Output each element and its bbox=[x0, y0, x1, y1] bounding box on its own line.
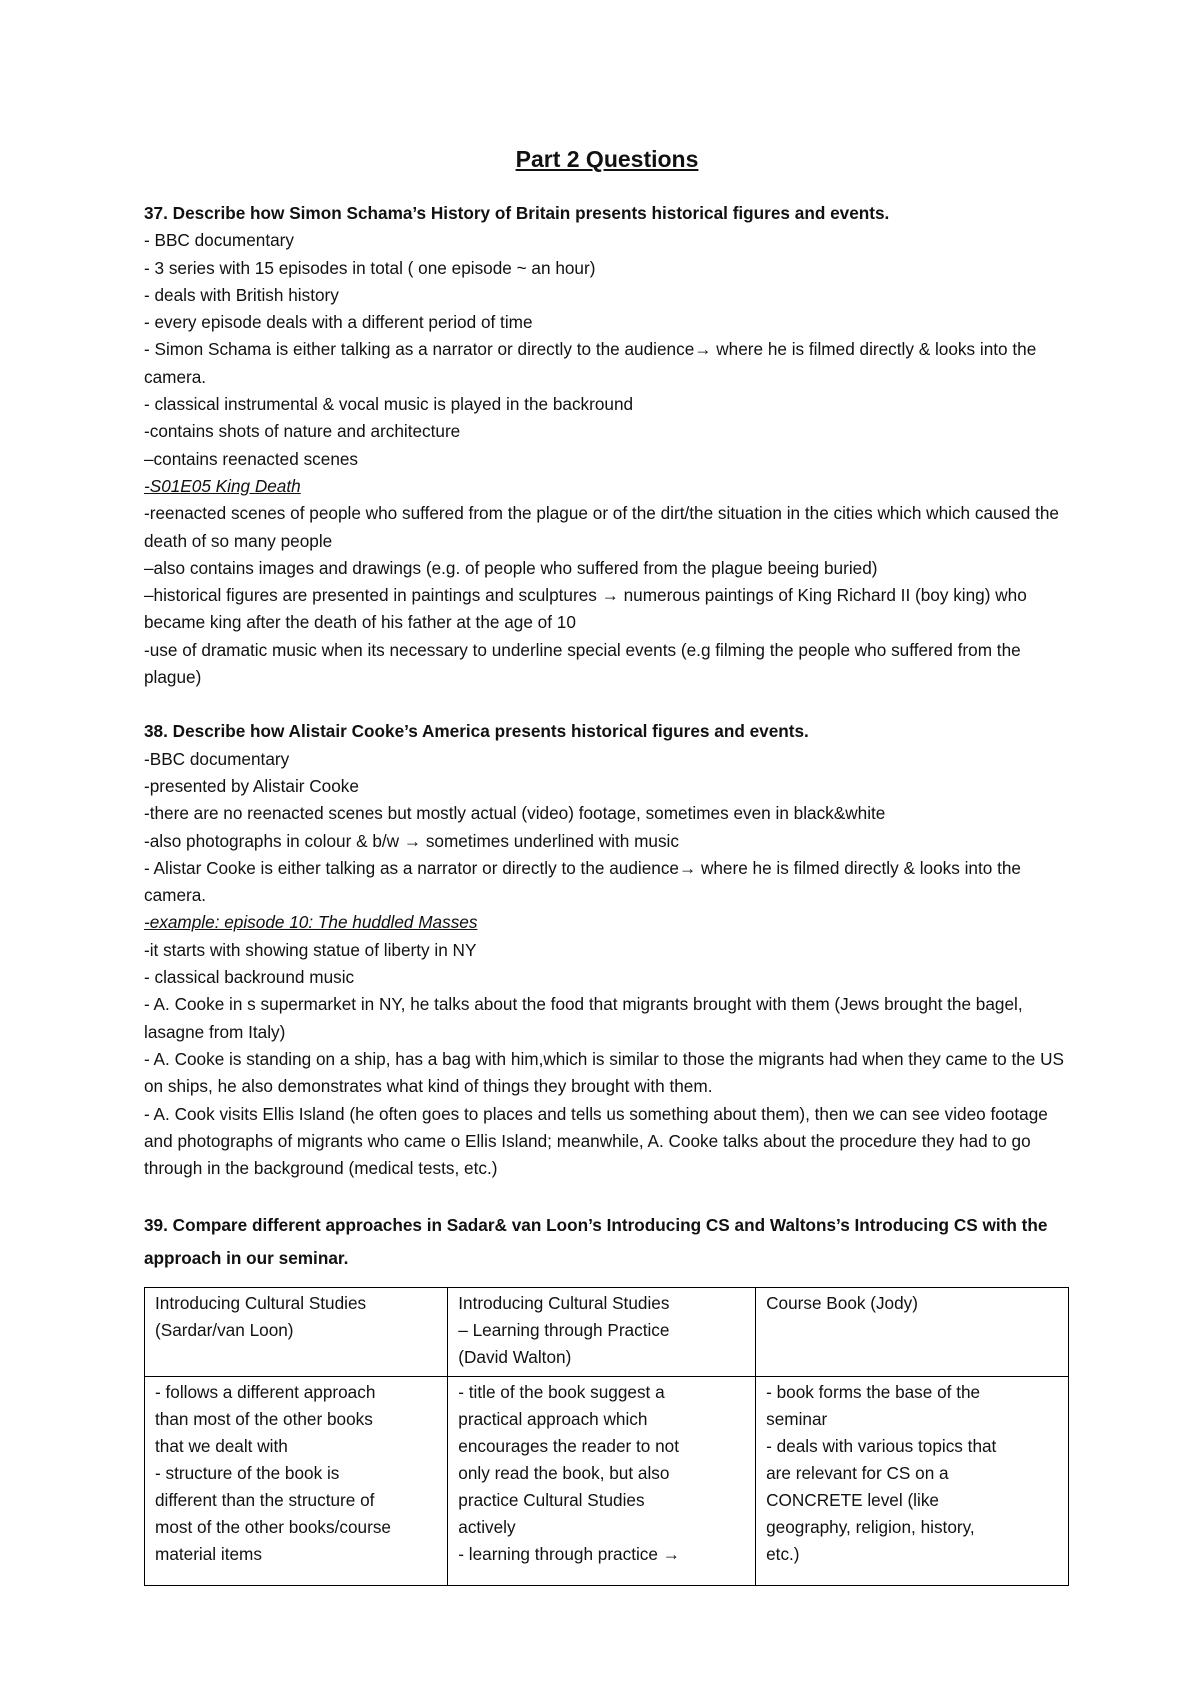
answer-line: –also contains images and drawings (e.g. of people who suffered from the plague beeing buried) bbox=[144, 557, 878, 578]
spacer bbox=[144, 1182, 1070, 1209]
answer-line: - classical instrumental & vocal music is played in the backround bbox=[144, 394, 634, 415]
answer-line: - every episode deals with a different period of time bbox=[144, 312, 533, 333]
answer-line: -there are no reenacted scenes but mostly actual (video) footage, sometimes even in black&white bbox=[144, 803, 886, 824]
table-header-cell bbox=[448, 1288, 756, 1377]
cell-line: Introducing Cultural Studies bbox=[458, 1293, 670, 1314]
cell-line: Introducing Cultural Studies bbox=[155, 1293, 367, 1314]
page-title: Part 2 Questions bbox=[515, 146, 699, 172]
question-39 bbox=[144, 1209, 1070, 1586]
answer-line: -also photographs in colour & b/w → sometimes underlined with music bbox=[144, 830, 679, 851]
comparison-table bbox=[144, 1287, 1069, 1586]
cell-line: than most of the other books bbox=[155, 1409, 373, 1430]
answer-line: - Alistar Cooke is either talking as a narrator or directly to the audience→ where he is filmed directly & looks into the camera. bbox=[144, 857, 1021, 906]
cell-line: actively bbox=[458, 1517, 516, 1538]
episode-example-label: -example: episode 10: The huddled Masses bbox=[144, 912, 478, 933]
table-row bbox=[145, 1377, 1069, 1586]
question-37-heading: 37. Describe how Simon Schama’s History of Britain presents historical figures and events. bbox=[144, 203, 890, 223]
cell-line: - book forms the base of the bbox=[766, 1382, 981, 1403]
cell-line: (Sardar/van Loon) bbox=[155, 1320, 294, 1341]
cell-line: material items bbox=[155, 1544, 262, 1565]
table-cell bbox=[145, 1377, 448, 1586]
answer-line: - 3 series with 15 episodes in total ( one episode ~ an hour) bbox=[144, 257, 596, 278]
table-cell bbox=[756, 1377, 1069, 1586]
table-header-row bbox=[145, 1288, 1069, 1377]
cell-line: - learning through practice → bbox=[458, 1544, 680, 1565]
cell-line: Course Book (Jody) bbox=[766, 1293, 918, 1314]
table-header-cell bbox=[756, 1288, 1069, 1377]
answer-line: -contains shots of nature and architecture bbox=[144, 421, 461, 442]
episode-example-label: -S01E05 King Death bbox=[144, 475, 301, 496]
table-cell bbox=[448, 1377, 756, 1586]
cell-line: only read the book, but also bbox=[458, 1463, 670, 1484]
answer-line: -use of dramatic music when its necessary to underline special events (e.g filming the people who suffered from the plague) bbox=[144, 639, 1021, 688]
answer-line: -BBC documentary bbox=[144, 748, 290, 769]
answer-line: –historical figures are presented in paintings and sculptures → numerous paintings of King Richard II (boy king) who became king after the death of his father at the age of 10 bbox=[144, 585, 1027, 633]
question-37-lines bbox=[144, 227, 1070, 691]
cell-line: different than the structure of bbox=[155, 1490, 375, 1511]
cell-line: are relevant for CS on a bbox=[766, 1463, 949, 1484]
answer-line: - A. Cooke is standing on a ship, has a bag with him,which is similar to those the migrants had when they came to the US on ships, he also demonstrates what kind of things they brought with them. bbox=[144, 1048, 1065, 1097]
cell-line: seminar bbox=[766, 1409, 828, 1430]
answer-line: - classical backround music bbox=[144, 967, 355, 988]
cell-line: - title of the book suggest a bbox=[458, 1382, 665, 1403]
cell-line: geography, religion, history, bbox=[766, 1517, 975, 1538]
table-header-cell bbox=[145, 1288, 448, 1377]
question-38-heading: 38. Describe how Alistair Cooke’s America presents historical figures and events. bbox=[144, 721, 809, 742]
cell-line: etc.) bbox=[766, 1544, 800, 1565]
cell-line: most of the other books/course bbox=[155, 1517, 391, 1538]
answer-line: -reenacted scenes of people who suffered from the plague or of the dirt/the situation in the cities which which caused the death of so many people bbox=[144, 503, 1059, 551]
question-38-lines bbox=[144, 746, 1070, 1183]
answer-line: –contains reenacted scenes bbox=[144, 448, 359, 469]
answer-line: - Simon Schama is either talking as a narrator or directly to the audience→ where he is filmed directly & looks into the camera. bbox=[144, 339, 1037, 387]
cell-line: encourages the reader to not bbox=[458, 1436, 680, 1457]
cell-line: practice Cultural Studies bbox=[458, 1490, 645, 1511]
question-37 bbox=[144, 200, 1070, 691]
cell-line: CONCRETE level (like bbox=[766, 1490, 939, 1511]
answer-line: - A. Cooke in s supermarket in NY, he talks about the food that migrants brought with them (Jews brought the bagel, lasagne from Italy) bbox=[144, 994, 1023, 1042]
cell-line: (David Walton) bbox=[458, 1347, 572, 1368]
cell-line: that we dealt with bbox=[155, 1436, 288, 1457]
cell-line: - structure of the book is bbox=[155, 1463, 340, 1484]
question-39-heading: 39. Compare different approaches in Sadar& van Loon’s Introducing CS and Waltons’s Introducing CS with the approach in our seminar. bbox=[144, 1215, 1048, 1269]
question-38 bbox=[144, 718, 1070, 1182]
cell-line: - follows a different approach bbox=[155, 1382, 376, 1403]
cell-line: practical approach which bbox=[458, 1409, 648, 1430]
spacer bbox=[144, 691, 1070, 718]
answer-line: -presented by Alistair Cooke bbox=[144, 775, 359, 796]
answer-line: - deals with British history bbox=[144, 284, 339, 305]
answer-line: - A. Cook visits Ellis Island (he often goes to places and tells us something about them), then we can see video footage and photographs of migrants who came o Ellis Island; meanwhile, A. Cooke talks about the procedure they had to go through in the background (medical tests, etc.) bbox=[144, 1103, 1048, 1179]
cell-line: – Learning through Practice bbox=[458, 1320, 670, 1341]
answer-line: - BBC documentary bbox=[144, 230, 294, 251]
answer-line: -it starts with showing statue of liberty in NY bbox=[144, 939, 477, 960]
cell-line: - deals with various topics that bbox=[766, 1436, 997, 1457]
